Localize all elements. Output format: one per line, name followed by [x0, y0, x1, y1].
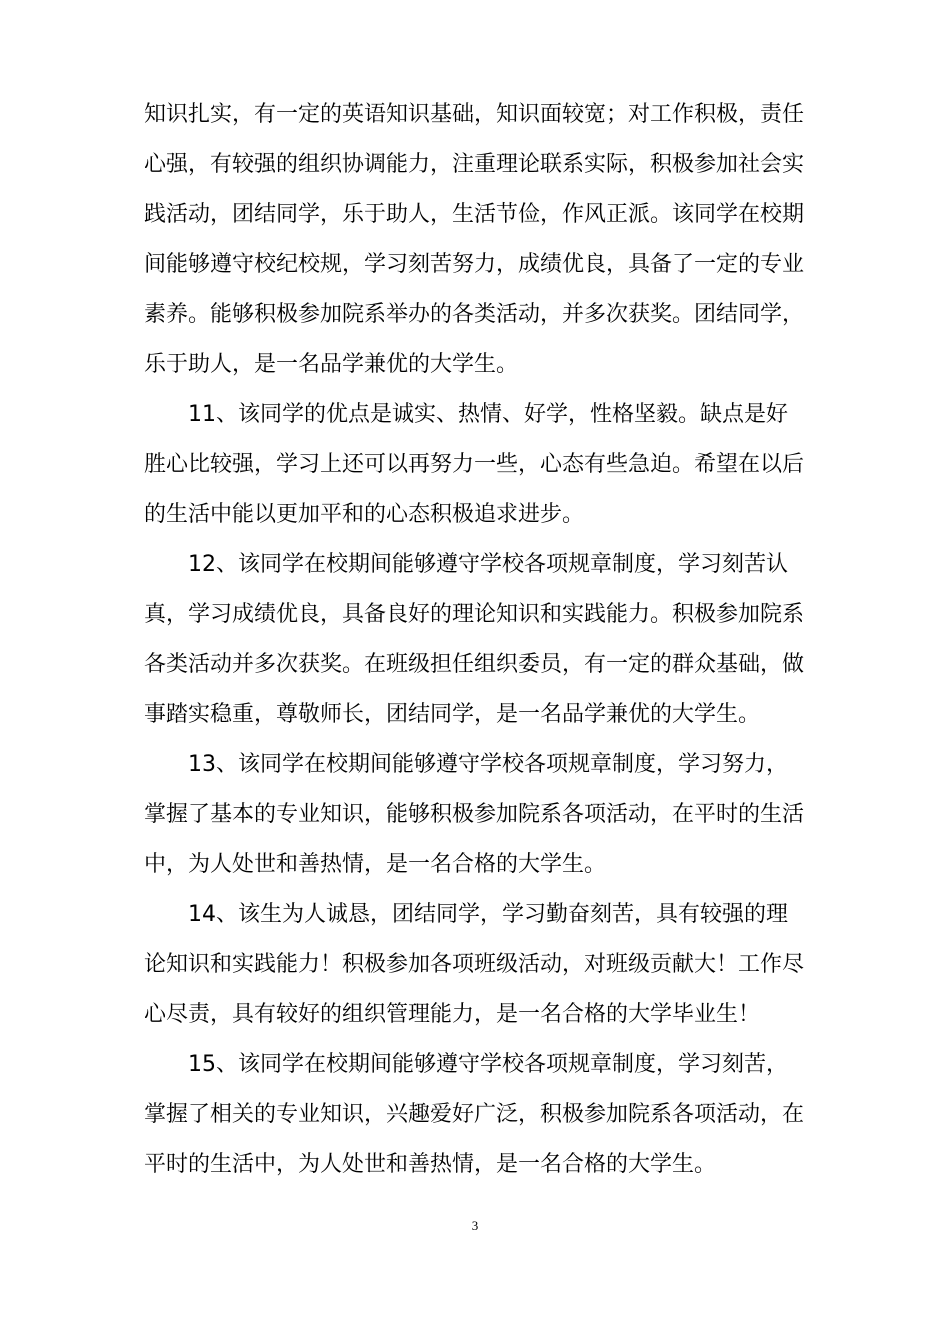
text-line: 的生活中能以更加平和的心态积极追求进步。 — [144, 502, 585, 527]
text-line: 中，为人处世和善热情，是一名合格的大学生。 — [144, 852, 607, 877]
text-line: 掌握了基本的专业知识，能够积极参加院系各项活动，在平时的生活 — [144, 802, 805, 827]
paragraph-11-start: 11、该同学的优点是诚实、热情、好学，性格坚毅。缺点是好 — [188, 402, 788, 427]
paragraph-13-start: 13、该同学在校期间能够遵守学校各项规章制度，学习努力， — [188, 752, 788, 777]
text-line: 真，学习成绩优良，具备良好的理论知识和实践能力。积极参加院系 — [144, 602, 805, 627]
text-line: 间能够遵守校纪校规，学习刻苦努力，成绩优良，具备了一定的专业 — [144, 252, 805, 277]
text-line: 素养。能够积极参加院系举办的各类活动，并多次获奖。团结同学， — [144, 302, 805, 327]
text-line: 心尽责，具有较好的组织管理能力，是一名合格的大学毕业生！ — [144, 1002, 761, 1027]
text-line: 事踏实稳重，尊敬师长，团结同学，是一名品学兼优的大学生。 — [144, 702, 761, 727]
text-line: 各类活动并多次获奖。在班级担任组织委员，有一定的群众基础，做 — [144, 652, 805, 677]
text-line: 践活动，团结同学，乐于助人，生活节俭，作风正派。该同学在校期 — [144, 202, 805, 227]
text-line: 心强，有较强的组织协调能力，注重理论联系实际，积极参加社会实 — [144, 152, 805, 177]
text-line: 胜心比较强，学习上还可以再努力一些，心态有些急迫。希望在以后 — [144, 452, 805, 477]
paragraph-15-start: 15、该同学在校期间能够遵守学校各项规章制度，学习刻苦， — [188, 1052, 788, 1077]
text-line: 论知识和实践能力！积极参加各项班级活动，对班级贡献大！工作尽 — [144, 952, 805, 977]
page-number: 3 — [471, 1218, 479, 1233]
paragraph-14-start: 14、该生为人诚恳，团结同学，学习勤奋刻苦，具有较强的理 — [188, 902, 788, 927]
text-line: 知识扎实，有一定的英语知识基础，知识面较宽；对工作积极，责任 — [144, 102, 805, 127]
text-line: 平时的生活中，为人处世和善热情，是一名合格的大学生。 — [144, 1152, 717, 1177]
text-line: 乐于助人，是一名品学兼优的大学生。 — [144, 352, 519, 377]
paragraph-12-start: 12、该同学在校期间能够遵守学校各项规章制度，学习刻苦认 — [188, 552, 788, 577]
text-line: 掌握了相关的专业知识，兴趣爱好广泛，积极参加院系各项活动，在 — [144, 1102, 805, 1127]
